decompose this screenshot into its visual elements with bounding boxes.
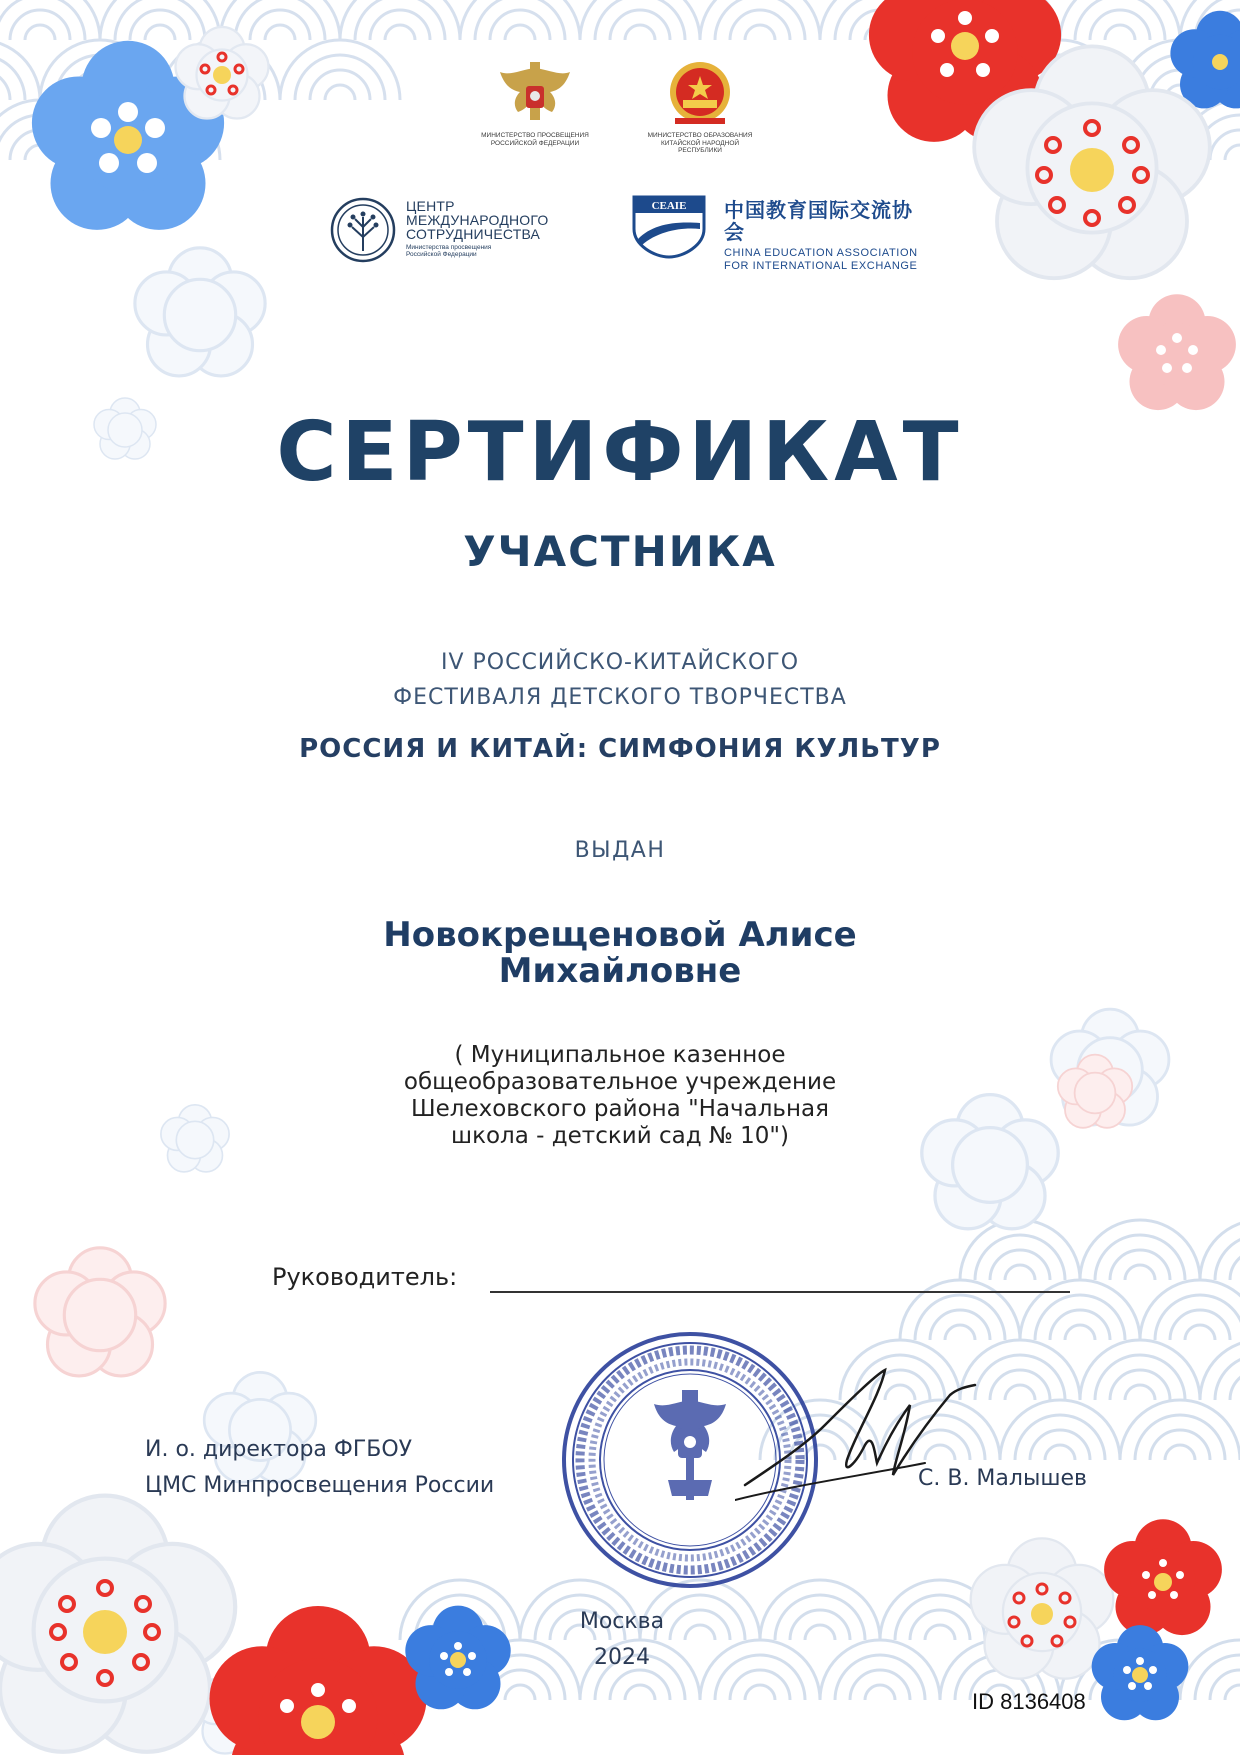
signer-name: С. В. Малышев [918, 1466, 1087, 1491]
city: Москва [579, 1609, 665, 1634]
cmc-title-line-1: ЦЕНТР [406, 198, 455, 214]
white-flower-top-left [176, 27, 269, 119]
red-flower-bottom-right [1104, 1519, 1222, 1635]
organization-block [0, 1042, 1240, 1150]
white-flower-bottom-right [971, 1538, 1114, 1678]
recipient-name-line-1: Новокрещеновой Алисе [383, 915, 857, 955]
signer-position-line-1: И. о. директора ФГБОУ [145, 1437, 413, 1462]
certificate-title: СЕРТИФИКАТ [276, 405, 964, 500]
leader-signature-line [490, 1291, 1070, 1293]
blue-flower-bottom-right [1092, 1625, 1189, 1720]
recipient-name-line-2: Михайловне [498, 951, 742, 991]
ceaie-english-line-2: FOR INTERNATIONAL EXCHANGE [724, 260, 918, 272]
festival-line-2: ФЕСТИВАЛЯ ДЕТСКОГО ТВОРЧЕСТВА [393, 685, 847, 710]
blue-flower-bottom [405, 1606, 510, 1710]
white-flower-bottom-left [0, 1496, 235, 1752]
festival-line-1: IV РОССИЙСКО-КИТАЙСКОГО [440, 650, 800, 675]
organization-line-2: общеобразовательное учреждение [403, 1069, 837, 1095]
organization-line-3: Шелеховского района "Начальная [411, 1096, 829, 1122]
ceaie-english-line-1: CHINA EDUCATION ASSOCIATION [724, 247, 918, 259]
leader-label: Руководитель: [272, 1263, 458, 1291]
cmc-subtitle-line-2: Российской Федерации [406, 251, 477, 258]
certificate-id: ID 8136408 [972, 1689, 1086, 1714]
ceaie-logo [632, 195, 922, 272]
chinese-emblem-icon [645, 58, 755, 128]
ceaie-badge-text: CEAIE [651, 200, 687, 212]
certificate-subtitle: УЧАСТНИКА [463, 527, 777, 576]
signer-position-line-2: ЦМС Минпросвещения России [145, 1473, 495, 1498]
ministry-russia-caption: МИНИСТЕРСТВО ПРОСВЕЩЕНИЯ РОССИЙСКОЙ ФЕДЕРАЦИИ [481, 132, 589, 147]
issued-label: ВЫДАН [574, 838, 666, 863]
ceaie-chinese-name: 中国教育国际交流协会 [724, 198, 913, 244]
cmc-logo [330, 195, 560, 265]
pink-flower-right [1118, 294, 1236, 410]
cmc-title-line-2: МЕЖДУНАРОДНОГО [406, 212, 549, 228]
ministry-russia-logo [480, 58, 590, 147]
cmc-subtitle-line-1: Министерства просвещения [406, 244, 492, 251]
ministry-china-logo [645, 58, 755, 155]
organization-line-1: ( Муниципальное казенное [454, 1042, 786, 1068]
ceaie-shield-icon [632, 195, 706, 259]
red-flower-bottom [210, 1606, 427, 1755]
ministry-china-caption: МИНИСТЕРСТВО ОБРАЗОВАНИЯ КИТАЙСКОЙ НАРОДНОЙ РЕСПУБЛИКИ [647, 132, 753, 154]
festival-name: РОССИЯ И КИТАЙ: СИМФОНИЯ КУЛЬТУР [299, 734, 941, 764]
russian-eagle-emblem-icon [480, 58, 590, 128]
year: 2024 [594, 1645, 650, 1670]
cmc-title-line-3: СОТРУДНИЧЕСТВА [406, 226, 541, 242]
organization-line-4: школа - детский сад № 10") [451, 1123, 789, 1149]
tree-emblem-icon [330, 197, 396, 263]
